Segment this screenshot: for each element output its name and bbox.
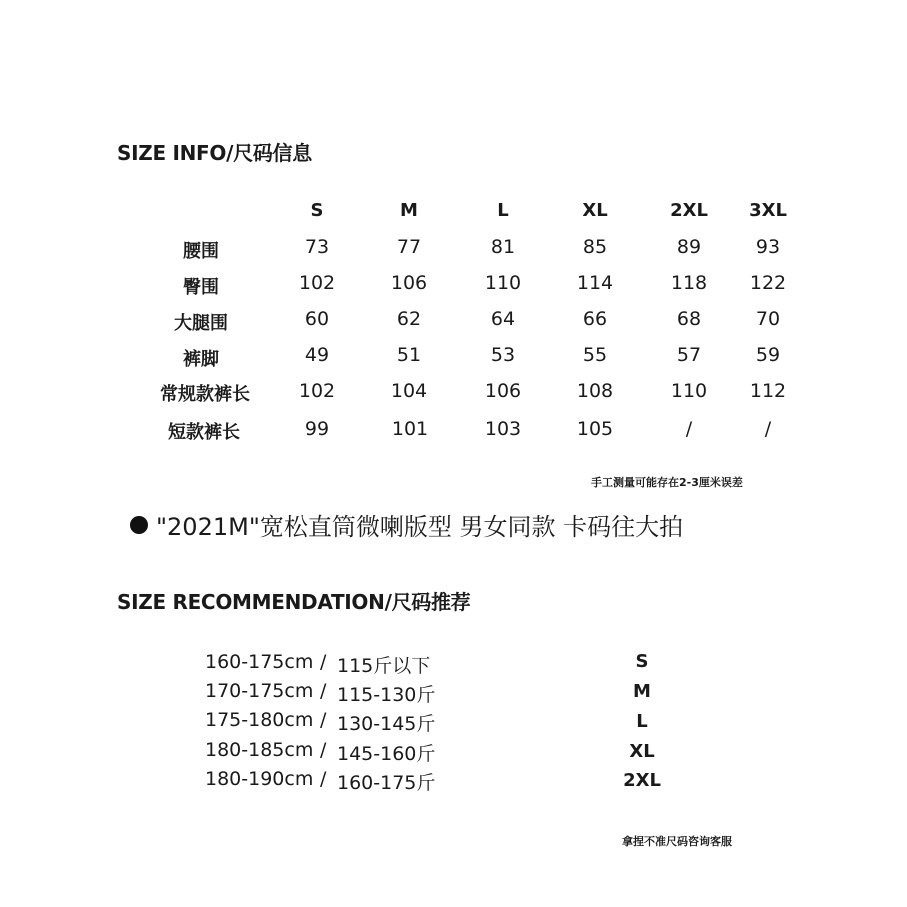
table-cell: 105 [576,418,614,440]
separator: / [320,739,327,761]
table-cell: 53 [490,344,516,366]
height-range: 180-190cm [205,768,314,790]
column-header-m: M [400,200,418,221]
table-cell: 55 [582,344,608,366]
recommended-size: XL [629,741,655,762]
recommended-size: L [636,711,648,732]
separator: / [320,768,327,790]
table-cell: 114 [576,272,614,294]
height-range: 175-180cm [205,709,314,731]
table-cell: 106 [484,380,522,402]
recommended-size: 2XL [623,770,661,791]
column-header-2xl: 2XL [670,200,708,221]
table-cell: / [764,418,772,440]
bullet-icon [130,516,148,534]
table-cell: / [685,418,693,440]
table-cell: 108 [576,380,614,402]
table-cell: 60 [304,308,330,330]
table-cell: 51 [396,344,422,366]
customer-service-note: 拿捏不准尺码咨询客服 [622,835,732,848]
table-cell: 93 [755,236,781,258]
table-cell: 64 [490,308,516,330]
weight-range: 115斤以下 [337,655,431,677]
table-cell: 57 [676,344,702,366]
weight-range: 130-145斤 [337,713,436,735]
table-cell: 89 [676,236,702,258]
column-header-3xl: 3XL [749,200,787,221]
fit-highlight-text: "2021M"宽松直筒微喇版型 男女同款 卡码往大拍 [156,513,684,541]
size-recommendation-title: SIZE RECOMMENDATION/尺码推荐 [117,590,471,614]
table-cell: 110 [484,272,522,294]
table-cell: 102 [298,272,336,294]
table-cell: 68 [676,308,702,330]
measurement-note: 手工测量可能存在2-3厘米误差 [591,476,743,489]
table-cell: 49 [304,344,330,366]
weight-range: 145-160斤 [337,743,436,765]
weight-range: 160-175斤 [337,772,436,794]
table-cell: 73 [304,236,330,258]
row-label-hip: 臀围 [183,277,219,298]
row-label-hem: 裤脚 [183,349,219,370]
height-range: 180-185cm [205,739,314,761]
row-label-regular-length: 常规款裤长 [160,384,250,405]
table-cell: 66 [582,308,608,330]
table-cell: 104 [390,380,428,402]
column-header-l: L [497,200,509,221]
recommended-size: M [633,681,651,702]
table-cell: 103 [484,418,522,440]
weight-range: 115-130斤 [337,684,436,706]
fit-highlight [130,507,683,542]
separator: / [320,709,327,731]
column-header-xl: XL [582,200,608,221]
table-cell: 112 [749,380,787,402]
height-range: 170-175cm [205,680,314,702]
table-cell: 122 [749,272,787,294]
table-cell: 118 [670,272,708,294]
table-cell: 62 [396,308,422,330]
row-label-short-length: 短款裤长 [168,422,240,443]
recommended-size: S [635,651,649,672]
separator: / [320,680,327,702]
table-cell: 101 [391,418,429,440]
table-cell: 110 [670,380,708,402]
size-info-title: SIZE INFO/尺码信息 [117,141,312,165]
row-label-thigh: 大腿围 [174,313,228,334]
table-cell: 102 [298,380,336,402]
height-range: 160-175cm [205,651,314,673]
table-cell: 85 [582,236,608,258]
table-cell: 99 [304,418,330,440]
table-cell: 106 [390,272,428,294]
column-header-s: S [310,200,324,221]
table-cell: 77 [396,236,422,258]
table-cell: 70 [755,308,781,330]
table-cell: 59 [755,344,781,366]
table-cell: 81 [490,236,516,258]
separator: / [320,651,327,673]
row-label-waist: 腰围 [183,241,219,262]
